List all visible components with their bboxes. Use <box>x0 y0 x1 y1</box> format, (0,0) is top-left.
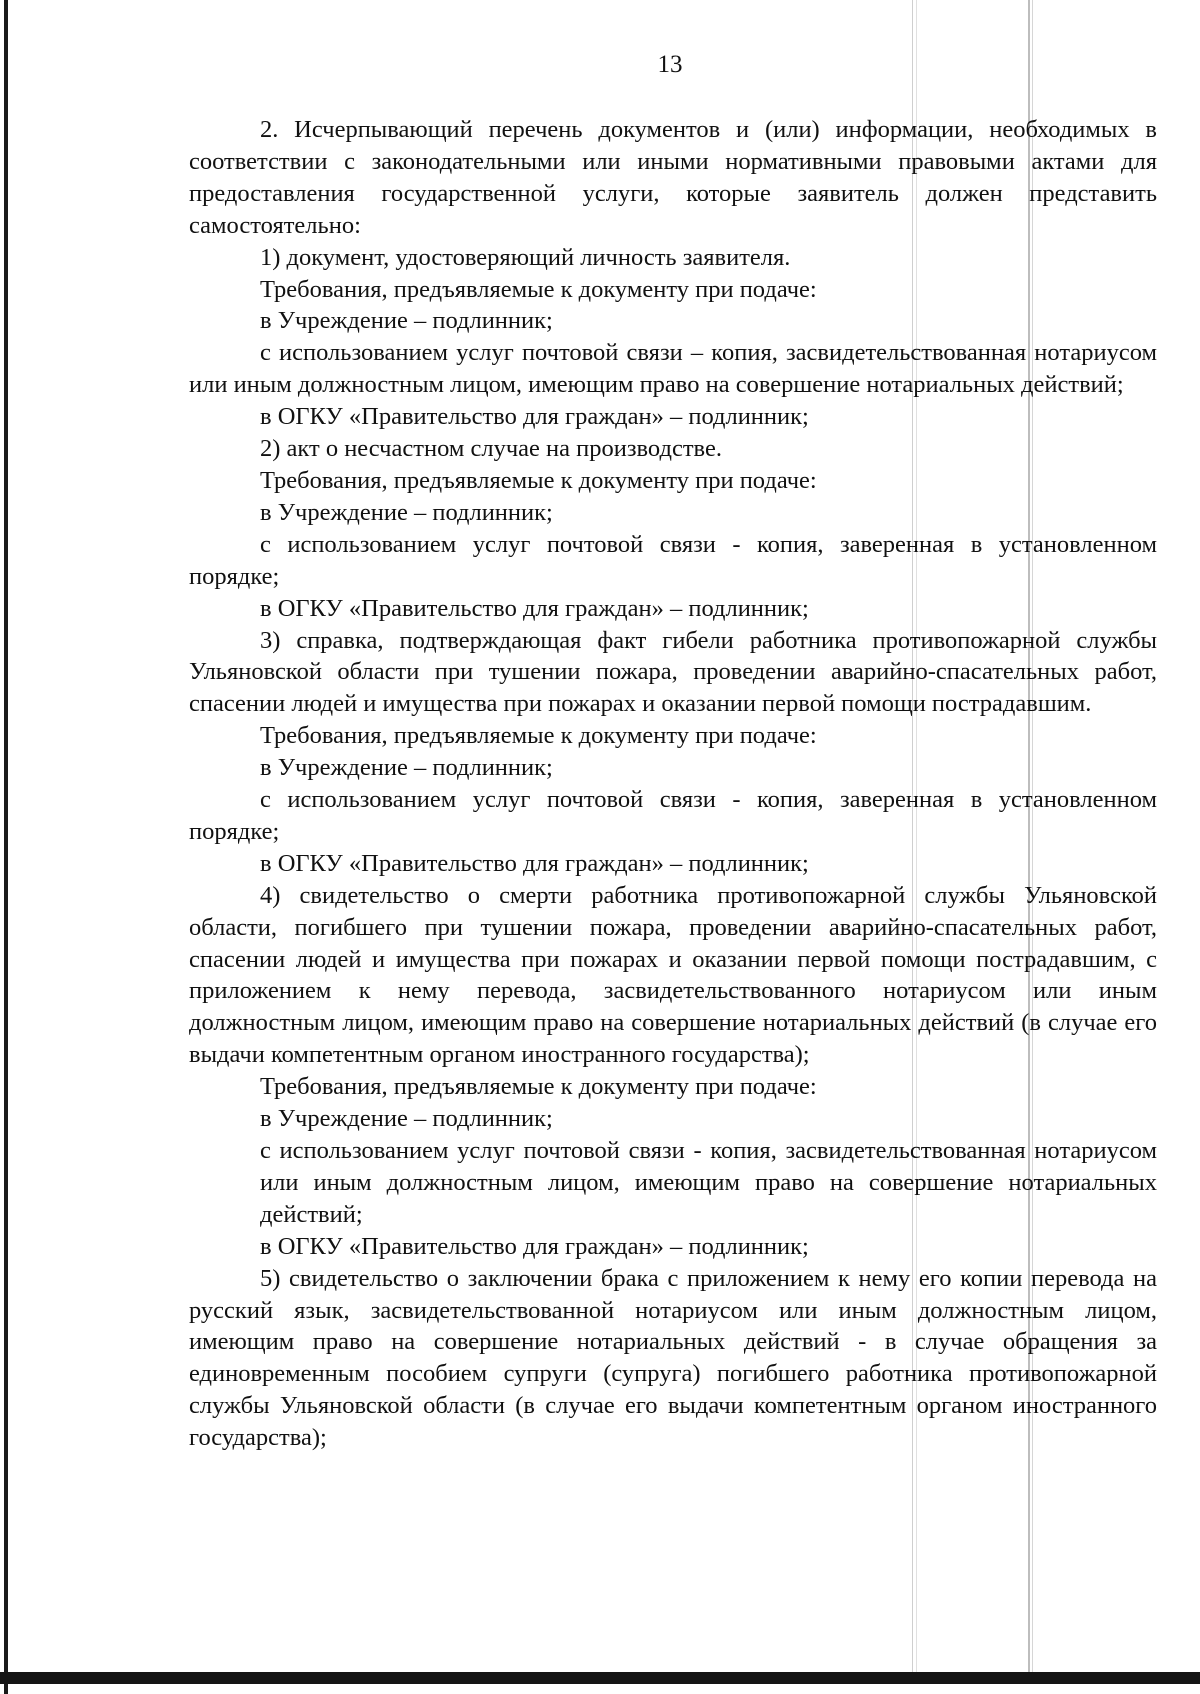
requirements-heading: Требования, предъявляемые к документу при подаче: <box>260 1073 817 1101</box>
requirement-ogku: в ОГКУ «Правительство для граждан» – подлинник; <box>260 1232 809 1260</box>
requirements-heading: Требования, предъявляемые к документу при подаче: <box>260 466 817 494</box>
requirement-ogku: в ОГКУ «Правительство для граждан» – подлинник; <box>260 403 809 431</box>
requirement-ogku: в ОГКУ «Правительство для граждан» – подлинник; <box>260 594 809 622</box>
scan-left-edge <box>4 0 8 1694</box>
requirements-heading: Требования, предъявляемые к документу при подаче: <box>260 722 817 750</box>
list-item-4: 4) свидетельство о смерти работника противопожарной службы Ульяновской области, погибшего при тушении пожара, проведении аварийно-спасательных работ, спасении людей и имущества при пожарах и оказании первой помощи пострадавшим, с приложением к нему перевода, засвидетельствованного нотариусом или иным должностным лицом, имеющим право на совершение нотариальных действий (в случае его выдачи компетентным органом иностранного государства); <box>189 881 1157 1069</box>
list-item-2: 2) акт о несчастном случае на производстве. <box>260 435 722 463</box>
requirement-postal: с использованием услуг почтовой связи - копия, заверенная в установленном порядке; <box>189 530 1157 590</box>
scan-bottom-edge <box>0 1672 1200 1684</box>
document-body <box>189 114 1157 1454</box>
paragraph-intro: 2. Исчерпывающий перечень документов и (или) информации, необходимых в соответствии с законодательными или иными нормативными правовыми актами для предоставления государственной услуги, которые заявитель должен представить самостоятельно: <box>189 116 1157 239</box>
requirement-postal: с использованием услуг почтовой связи - копия, засвидетельствованная нотариусом или иным должностным лицом, имеющим право на совершение нотариальных действий; <box>260 1137 1157 1228</box>
list-item-5: 5) свидетельство о заключении брака с приложением к нему его копии перевода на русский язык, засвидетельствованной нотариусом или иным должностным лицом, имеющим право на совершение нотариальных действий - в случае обращения за единовременным пособием супруги (супруга) погибшего работника противопожарной службы Ульяновской области (в случае его выдачи компетентным органом иностранного государства); <box>189 1264 1157 1452</box>
requirement-institution: в Учреждение – подлинник; <box>260 1105 553 1133</box>
list-item-1: 1) документ, удостоверяющий личность заявителя. <box>260 243 791 271</box>
requirement-ogku: в ОГКУ «Правительство для граждан» – подлинник; <box>260 849 809 877</box>
requirement-institution: в Учреждение – подлинник; <box>260 307 553 335</box>
list-item-3: 3) справка, подтверждающая факт гибели работника противопожарной службы Ульяновской области при тушении пожара, проведении аварийно-спасательных работ, спасении людей и имущества при пожарах и оказании первой помощи пострадавшим. <box>189 626 1157 718</box>
requirement-postal: с использованием услуг почтовой связи - копия, заверенная в установленном порядке; <box>189 786 1157 845</box>
requirement-postal: с использованием услуг почтовой связи – копия, засвидетельствованная нотариусом или иным должностным лицом, имеющим право на совершение нотариальных действий; <box>189 339 1157 399</box>
requirements-heading: Требования, предъявляемые к документу при подаче: <box>260 275 817 303</box>
requirement-institution: в Учреждение – подлинник; <box>260 498 553 526</box>
requirement-institution: в Учреждение – подлинник; <box>260 754 553 782</box>
page-number: 13 <box>657 51 683 78</box>
